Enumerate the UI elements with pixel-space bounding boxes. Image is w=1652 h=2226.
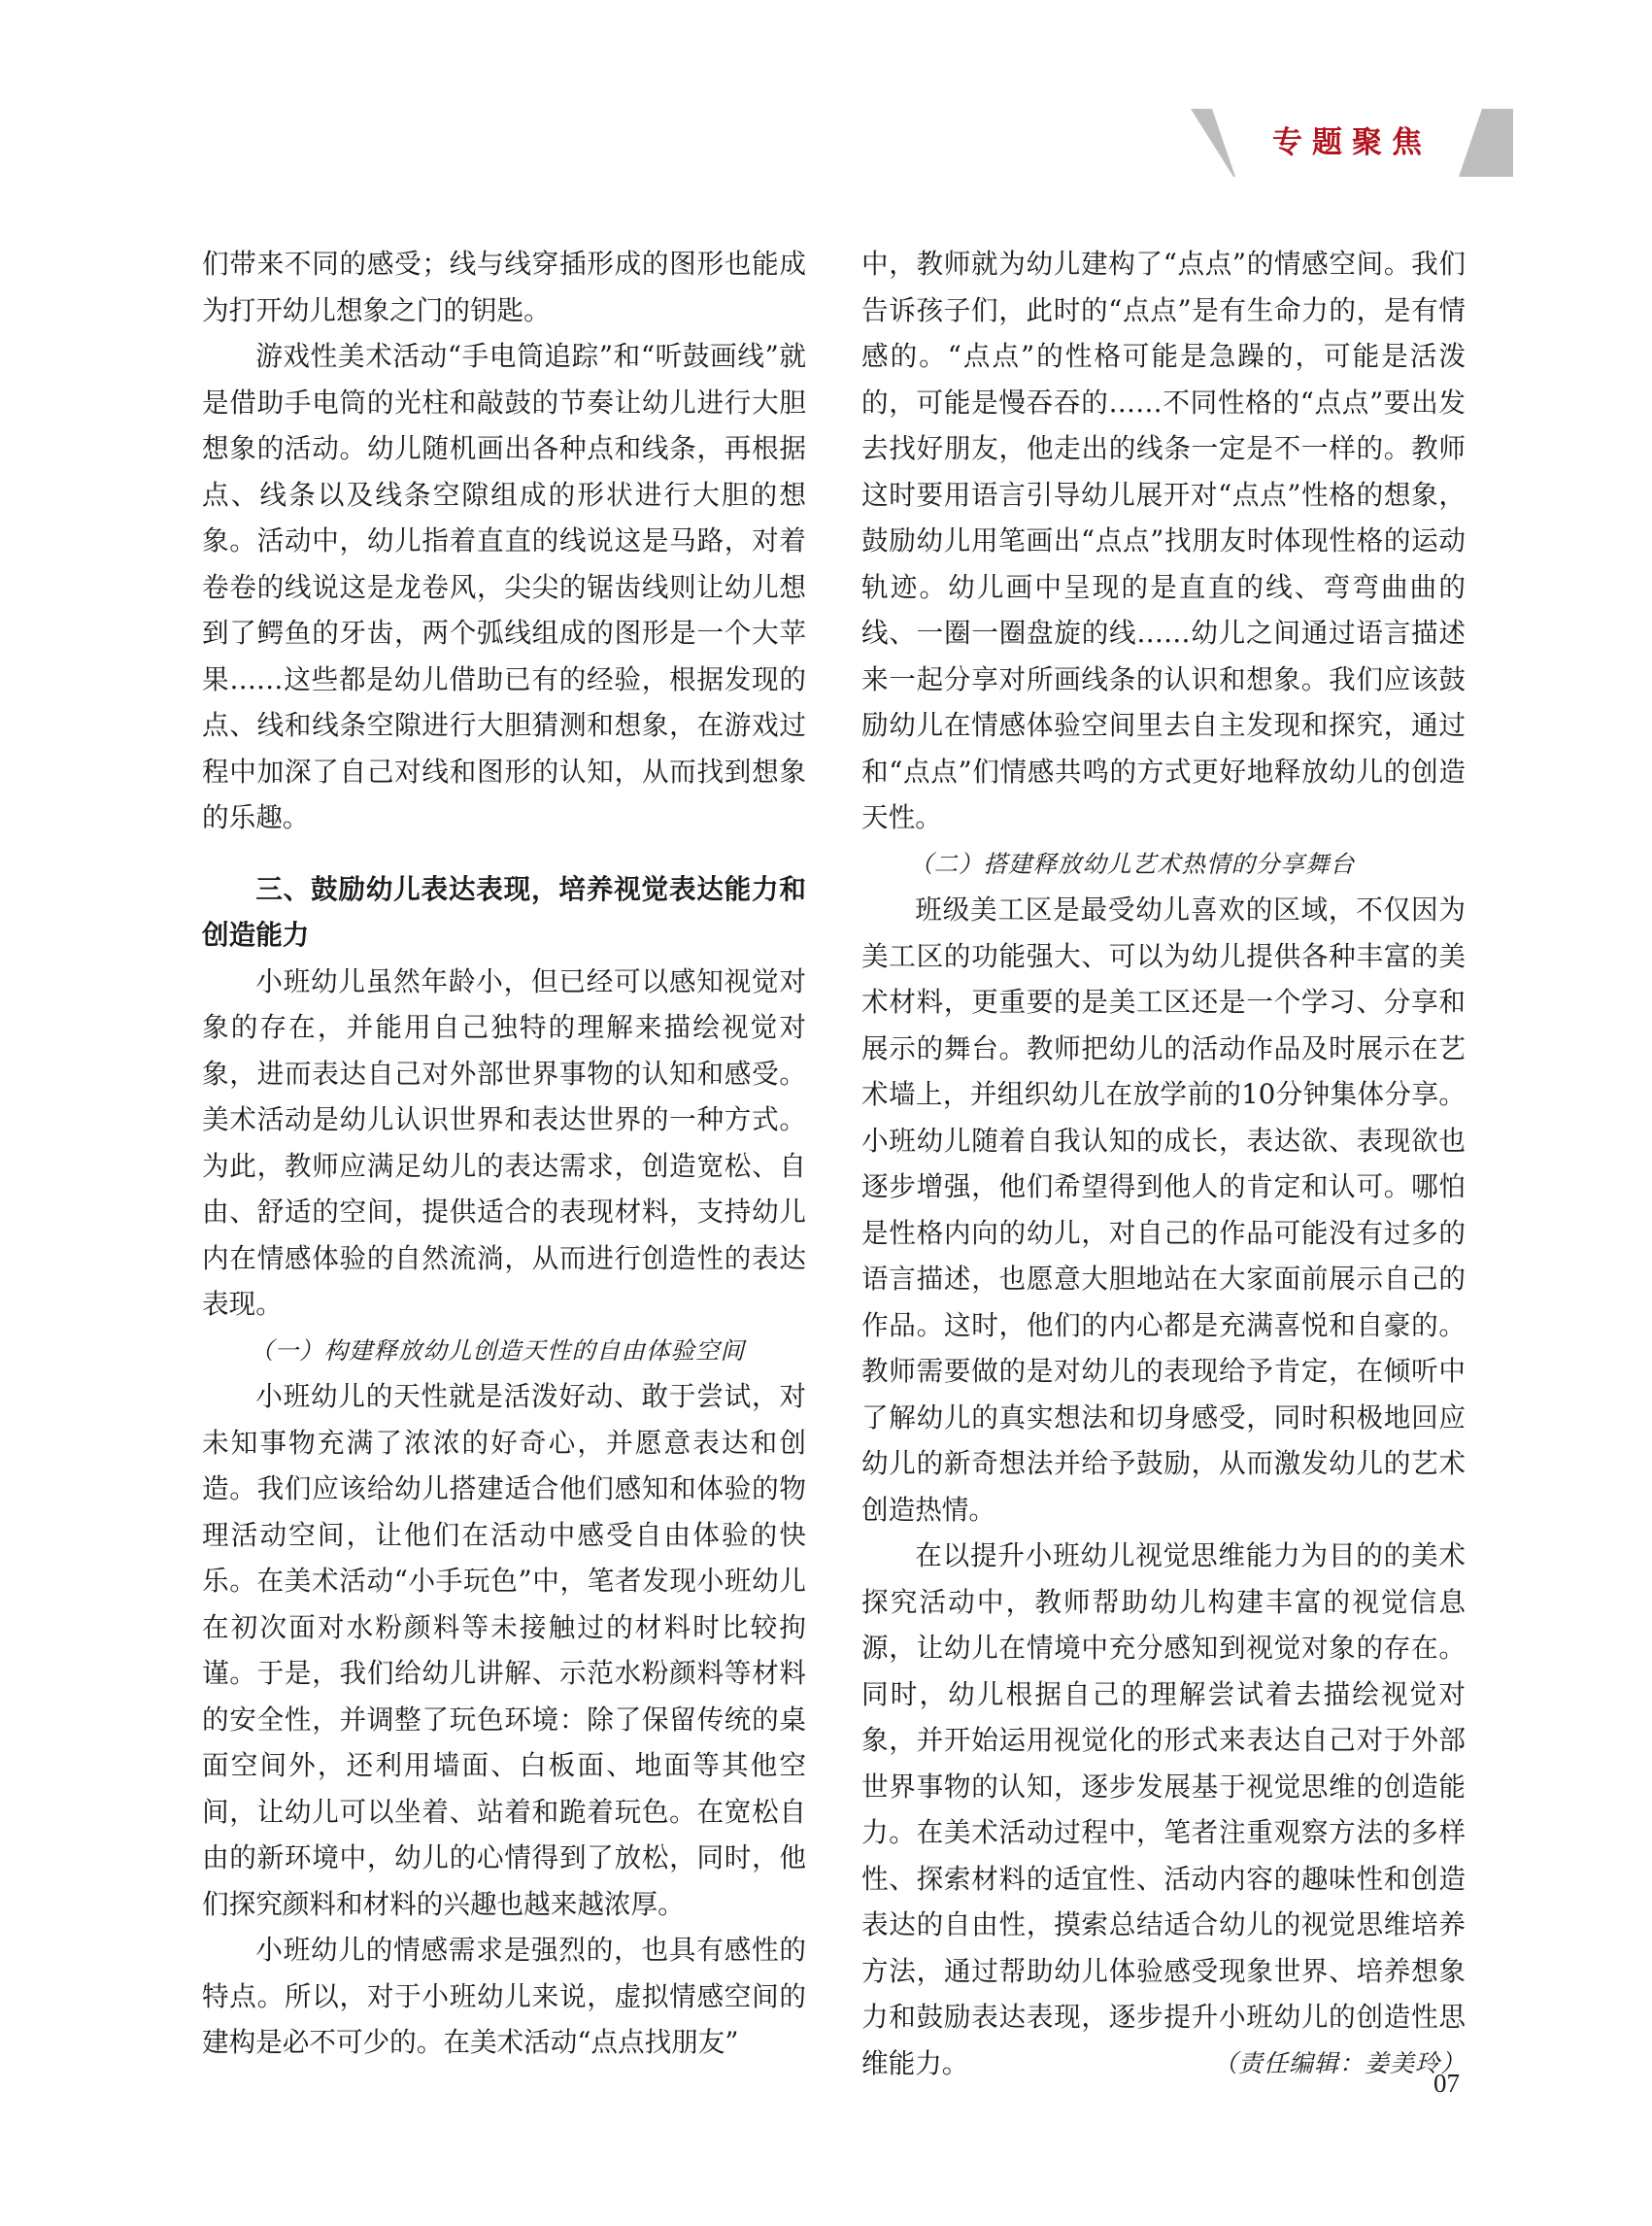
section-tab (1191, 109, 1513, 177)
paragraph: 小班幼儿的天性就是活泼好动、敢于尝试，对未知事物充满了浓浓的好奇心，并愿意表达和创造。我们应该给幼儿搭建适合他们感知和体验的物理活动空间，让他们在活动中感受自由体验的快乐。在美术活动“小手玩色”中，笔者发现小班幼儿在初次面对水粉颜料等未接触过的材料时比较拘谨。于是，我们给幼儿讲解、示范水粉颜料等材料的安全性，并调整了玩色环境：除了保留传统的桌面空间外，还利用墙面、白板面、地面等其他空间，让幼儿可以坐着、站着和跪着玩色。在宽松自由的新环境中，幼儿的心情得到了放松，同时，他们探究颜料和材料的兴趣也越来越浓厚。 (202, 1380, 806, 1920)
paragraph: 小班幼儿的情感需求是强烈的，也具有感性的特点。所以，对于小班幼儿来说，虚拟情感空间的建构是必不可少的。在美术活动“点点找朋友” (202, 1934, 806, 2058)
section-tab-label: 专题聚焦 (1272, 125, 1432, 160)
subsection-heading: （一）构建释放幼儿创造天性的自由体验空间 (250, 1335, 745, 1365)
paragraph: 们带来不同的感受；线与线穿插形成的图形也能成为打开幼儿想象之门的钥匙。 (202, 248, 806, 326)
paragraph: 小班幼儿虽然年龄小，但已经可以感知视觉对象的存在，并能用自己独特的理解来描绘视觉对象，进而表达自己对外部世界事物的认知和感受。美术活动是幼儿认识世界和表达世界的一种方式。为此，教师应满足幼儿的表达需求，创造宽松、自由、舒适的空间，提供适合的表现材料，支持幼儿内在情感体验的自然流淌，从而进行创造性的表达表现。 (202, 964, 806, 1320)
editor-note: （责任编辑：姜美玲） (1212, 2048, 1466, 2077)
section-heading: 三、鼓励幼儿表达表现，培养视觉表达能力和创造能力 (202, 872, 806, 951)
paragraph: 游戏性美术活动“手电筒追踪”和“听鼓画线”就是借助手电筒的光柱和敲鼓的节奏让幼儿进行大胆想象的活动。幼儿随机画出各种点和线条，再根据点、线条以及线条空隙组成的形状进行大胆的想象。活动中，幼儿指着直直的线说这是马路，对着卷卷的线说这是龙卷风，尖尖的锯齿线则让幼儿想到了鳄鱼的牙齿，两个弧线组成的图形是一个大苹果……这些都是幼儿借助已有的经验，根据发现的点、线和线条空隙进行大胆猜测和想象，在游戏过程中加深了自己对线和图形的认知，从而找到想象的乐趣。 (202, 340, 806, 833)
paragraph-text: 在以提升小班幼儿视觉思维能力为目的的美术探究活动中，教师帮助幼儿构建丰富的视觉信息源，让幼儿在情境中充分感知到视觉对象的存在。同时，幼儿根据自己的理解尝试着去描绘视觉对象，并开始运用视觉化的形式来表达自己对于外部世界事物的认知，逐步发展基于视觉思维的创造能力。在美术活动过程中，笔者注重观察方法的多样性、探索材料的适宜性、活动内容的趣味性和创造表达的自由性，摸索总结适合幼儿的视觉思维培养方法，通过帮助幼儿体验感受现象世界、培养想象力和鼓励表达表现，逐步提升小班幼儿的创造性思维能力。 (861, 1539, 1466, 2079)
paragraph (861, 1533, 1466, 2086)
subsection-heading: （二）搭建释放幼儿艺术热情的分享舞台 (909, 849, 1355, 878)
left-column (202, 241, 806, 2066)
paragraph: 中，教师就为幼儿建构了“点点”的情感空间。我们告诉孩子们，此时的“点点”是有生命力的，是有情感的。“点点”的性格可能是急躁的，可能是活泼的，可能是慢吞吞的……不同性格的“点点”要出发去找好朋友，他走出的线条一定是不一样的。教师这时要用语言引导幼儿展开对“点点”性格的想象，鼓励幼儿用笔画出“点点”找朋友时体现性格的运动轨迹。幼儿画中呈现的是直直的线、弯弯曲曲的线、一圈一圈盘旋的线……幼儿之间通过语言描述来一起分享对所画线条的认识和想象。我们应该鼓励幼儿在情感体验空间里去自主发现和探究，通过和“点点”们情感共鸣的方式更好地释放幼儿的创造天性。 (861, 248, 1466, 833)
right-column (861, 241, 1466, 2086)
paragraph: 班级美工区是最受幼儿喜欢的区域，不仅因为美工区的功能强大、可以为幼儿提供各种丰富的美术材料，更重要的是美工区还是一个学习、分享和展示的舞台。教师把幼儿的活动作品及时展示在艺术墙上，并组织幼儿在放学前的10分钟集体分享。小班幼儿随着自我认知的成长，表达欲、表现欲也逐步增强，他们希望得到他人的肯定和认可。哪怕是性格内向的幼儿，对自己的作品可能没有过多的语言描述，也愿意大胆地站在大家面前展示自己的作品。这时，他们的内心都是充满喜悦和自豪的。教师需要做的是对幼儿的表现给予肯定，在倾听中了解幼儿的真实想法和切身感受，同时积极地回应幼儿的新奇想法并给予鼓励，从而激发幼儿的艺术创造热情。 (861, 894, 1466, 1526)
page-number: 07 (1433, 2069, 1460, 2098)
